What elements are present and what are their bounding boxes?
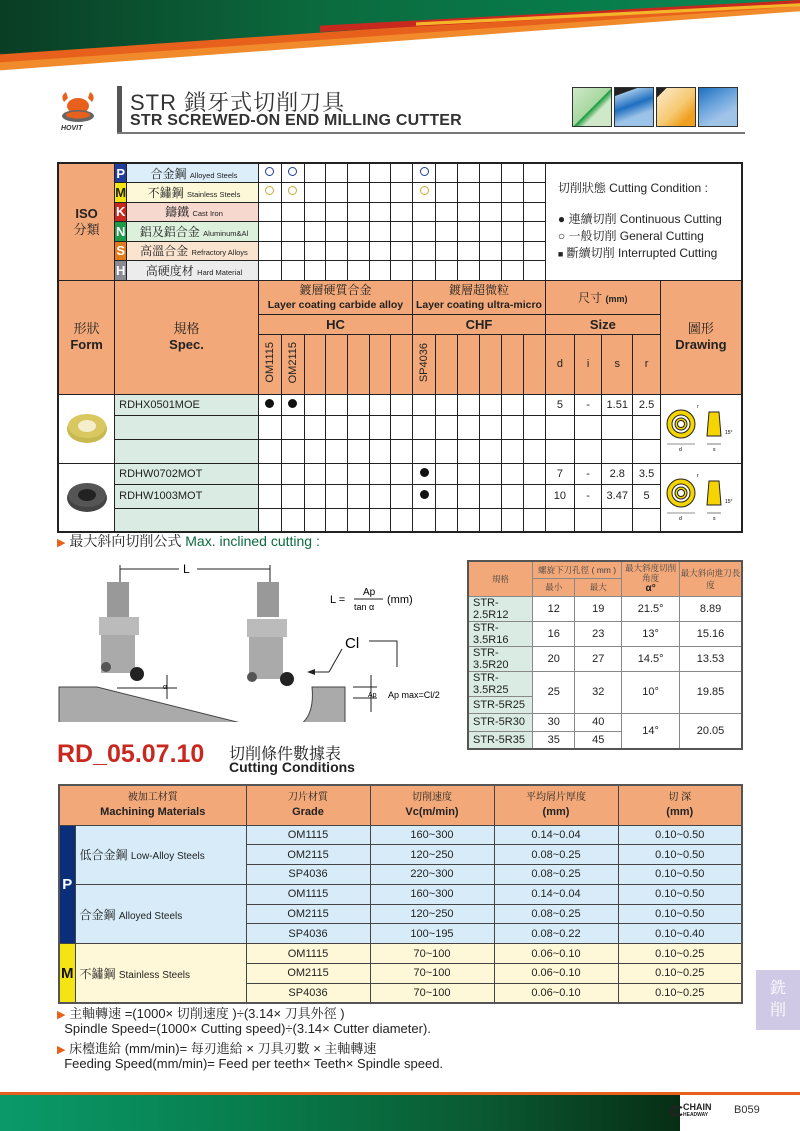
chip-thickness: 0.08~0.22 xyxy=(494,924,618,944)
dim-r xyxy=(633,415,661,439)
grade: SP4036 xyxy=(246,924,370,944)
cutting-speed: 220~300 xyxy=(370,865,494,885)
form-header: 形狀 Form xyxy=(58,280,115,394)
end-mill-cutter-icon xyxy=(247,582,294,686)
column-header: 被加工材質 Machining Materials xyxy=(59,785,246,825)
svg-text:d: d xyxy=(678,447,682,453)
dim-d: 10 xyxy=(545,484,574,508)
spec-cell xyxy=(115,415,259,439)
size-header-zh: 尺寸 (mm) xyxy=(545,280,660,314)
table-row: STR-3.5R16 16 23 13° 15.16 xyxy=(468,621,742,646)
table-row: STR-3.5R20 20 27 14.5° 13.53 xyxy=(468,646,742,671)
dim-i xyxy=(574,439,601,463)
chain-headway-logo-icon xyxy=(668,1105,684,1117)
material-name: 不鏽鋼 Stainless Steels xyxy=(75,944,246,1003)
chip-thickness: 0.06~0.10 xyxy=(494,964,618,984)
svg-text:Ap: Ap xyxy=(368,692,377,699)
cutting-depth: 0.10~0.50 xyxy=(618,884,742,904)
cutting-code: RD_05.07.10 xyxy=(57,740,205,768)
title-accent-bar xyxy=(117,86,122,132)
cutting-depth: 0.10~0.25 xyxy=(618,983,742,1003)
section-tab-milling[interactable]: 銑 削 xyxy=(756,970,800,1030)
grade: OM1115 xyxy=(246,944,370,964)
grade-column-header xyxy=(348,334,370,394)
grade: SP4036 xyxy=(246,865,370,885)
iso-material: 不鏽鋼 Stainless Steels xyxy=(127,183,259,203)
bullet-arrow-icon: ▶ xyxy=(57,1009,66,1021)
cutting-title-zh: 切削條件數據表 xyxy=(229,746,342,763)
cutting-depth: 0.10~0.25 xyxy=(618,964,742,984)
dim-header-s: s xyxy=(602,334,633,394)
dim-i xyxy=(574,415,601,439)
cutting-speed: 70~100 xyxy=(370,944,494,964)
cutting-speed: 120~250 xyxy=(370,845,494,865)
dim-i: - xyxy=(574,484,601,508)
chip-thickness: 0.08~0.25 xyxy=(494,865,618,885)
hc-code: HC xyxy=(258,314,412,334)
grade: OM1115 xyxy=(246,884,370,904)
spec-cell xyxy=(115,508,259,532)
svg-text:r: r xyxy=(696,472,699,479)
page-number: B059 xyxy=(734,1104,760,1116)
cutting-speed: 160~300 xyxy=(370,884,494,904)
dim-s xyxy=(602,439,633,463)
table-row xyxy=(58,394,742,415)
drawing-header: 圖形 Drawing xyxy=(660,280,742,394)
svg-text:HOVIT: HOVIT xyxy=(61,125,83,132)
profile-milling-icon xyxy=(614,87,654,127)
end-mill-cutter-icon xyxy=(99,582,144,681)
legend-item: ○ 一般切削 General Cutting xyxy=(557,229,704,244)
grade-column-header: SP4036 xyxy=(413,334,436,394)
table-row xyxy=(59,884,742,904)
brand-name: CHAIN HEADWAY xyxy=(683,1102,712,1118)
dim-i xyxy=(574,508,601,532)
cutting-speed: 70~100 xyxy=(370,964,494,984)
cutting-speed: 70~100 xyxy=(370,983,494,1003)
table-row xyxy=(58,439,742,463)
grade-column-header xyxy=(436,334,458,394)
continuous-cutting-mark-icon xyxy=(420,468,429,477)
dim-header-d: d xyxy=(545,334,574,394)
svg-text:r: r xyxy=(696,404,699,410)
svg-text:tan α: tan α xyxy=(354,602,375,612)
inclined-cutting-table: 規格 螺旋下刀孔徑 ( mm ) 最大斜度切削角度 α° 最大斜向進刀長度 最小 最大 STR-2.5R12 12 19 21.5° 8.89 STR-3.5R16 16 23 13° 15.16 STR-3.5R20 20 27 14.5° 13.53 STR-3.5R25 25 32 10° 19.85 STR-5R25 STR-5R30 30 40 14° 20.05 STR-5R35 35 45 xyxy=(467,560,743,750)
table-row xyxy=(59,825,742,845)
chf-code: CHF xyxy=(413,314,546,334)
table-row: STR-5R25 xyxy=(468,696,742,714)
table-row xyxy=(58,484,742,508)
insert-image xyxy=(58,394,115,463)
grade-column-header: OM1115 xyxy=(258,334,281,394)
dim-r: 3.5 xyxy=(633,463,661,484)
svg-text:Cl: Cl xyxy=(345,635,360,652)
column-header: 平均屑片厚度 (mm) xyxy=(494,785,618,825)
spec-cell: RDHX0501MOE xyxy=(115,394,259,415)
svg-text:Ap: Ap xyxy=(363,587,376,598)
table-row: STR-5R35 35 45 xyxy=(468,731,742,749)
shoulder-milling-icon xyxy=(572,87,612,127)
column-header: 切削速度 Vc(m/min) xyxy=(370,785,494,825)
continuous-cutting-mark-icon xyxy=(420,490,429,499)
size-header-en: Size xyxy=(545,314,660,334)
grade-column-header xyxy=(369,334,391,394)
general-cutting-mark-icon xyxy=(420,186,429,195)
cutting-depth: 0.10~0.25 xyxy=(618,944,742,964)
table-row: STR-5R30 30 40 14° 20.05 xyxy=(468,714,742,732)
grade: OM2115 xyxy=(246,904,370,924)
page-title-en: STR SCREWED-ON END MILLING CUTTER xyxy=(130,112,462,129)
table-header-row xyxy=(59,785,742,825)
iso-letter-K: K xyxy=(115,202,127,222)
table-row xyxy=(59,944,742,964)
table-row: STR-2.5R12 12 19 21.5° 8.89 xyxy=(468,596,742,621)
chf-header: 鍍層超微粒 Layer coating ultra-micro xyxy=(413,280,546,314)
iso-letter-M: M xyxy=(115,183,127,203)
chip-thickness: 0.14~0.04 xyxy=(494,884,618,904)
grade-column-header xyxy=(479,334,501,394)
iso-letter-H: H xyxy=(115,261,127,281)
material-name: 低合金鋼 Low-Alloy Steels xyxy=(75,825,246,884)
bullet-arrow-icon: ▶ xyxy=(57,1044,66,1056)
cutting-speed: 120~250 xyxy=(370,904,494,924)
svg-text:L =: L = xyxy=(330,594,346,606)
general-cutting-mark-icon xyxy=(265,186,274,195)
chip-thickness: 0.14~0.04 xyxy=(494,825,618,845)
grade-column-header xyxy=(523,334,545,394)
svg-text:(mm): (mm) xyxy=(387,594,413,606)
iso-letter-P: P xyxy=(115,163,127,183)
title-divider xyxy=(117,132,745,134)
product-table xyxy=(57,162,743,533)
page-title-zh: STR 鎖牙式切削刀具 xyxy=(130,90,346,115)
inclined-cutting-diagram xyxy=(57,557,465,722)
svg-text:Ap max=Cl/2: Ap max=Cl/2 xyxy=(388,690,440,700)
chip-thickness: 0.08~0.25 xyxy=(494,845,618,865)
column-header: 切 深 (mm) xyxy=(618,785,742,825)
dim-s: 3.47 xyxy=(602,484,633,508)
cutting-depth: 0.10~0.50 xyxy=(618,845,742,865)
general-cutting-mark-icon xyxy=(288,167,297,176)
dim-s: 1.51 xyxy=(602,394,633,415)
svg-text:s: s xyxy=(712,515,716,522)
slot-milling-icon xyxy=(656,87,696,127)
dim-d xyxy=(545,508,574,532)
spindle-speed-note: ▶ 主軸轉速 =(1000× 切削速度 )÷(3.14× 刀具外徑 ) Spindle Speed=(1000× Cutting speed)÷(3.14× Cutter diameter). xyxy=(57,1006,431,1036)
continuous-cutting-mark-icon xyxy=(288,399,297,408)
inclined-cutting-heading: ▶ 最大斜向切削公式 Max. inclined cutting : xyxy=(57,533,320,549)
dim-d: 7 xyxy=(545,463,574,484)
legend-item: ● 連續切削 Continuous Cutting xyxy=(557,212,722,227)
general-cutting-mark-icon xyxy=(265,167,274,176)
spec-cell: RDHW0702MOT xyxy=(115,463,259,484)
grade-column-header xyxy=(458,334,480,394)
svg-text:s: s xyxy=(712,447,716,453)
svg-text:15°: 15° xyxy=(724,430,733,436)
cutting-condition-legend: 切削狀態 Cutting Condition : ● 連續切削 Continuous Cutting ○ 一般切削 General Cutting ■ 斷續切削 Interrupted Cutting xyxy=(545,163,742,280)
spec-cell: RDHW1003MOT xyxy=(115,484,259,508)
dim-r xyxy=(633,508,661,532)
chip-thickness: 0.08~0.25 xyxy=(494,904,618,924)
chip-thickness: 0.06~0.10 xyxy=(494,944,618,964)
page-footer xyxy=(0,1092,800,1131)
insert-image xyxy=(58,463,115,532)
formula-notes xyxy=(57,1007,443,1071)
column-header: 刀片材質 Grade xyxy=(246,785,370,825)
dim-s: 2.8 xyxy=(602,463,633,484)
grade-column-header xyxy=(391,334,413,394)
iso-row-p xyxy=(58,163,742,183)
legend-item: ■ 斷續切削 Interrupted Cutting xyxy=(557,246,718,261)
grade-column-header xyxy=(501,334,523,394)
iso-group-M: M xyxy=(59,944,75,1003)
hc-header: 鍍層硬質合金 Layer coating carbide alloy xyxy=(258,280,412,314)
grade-column-header: OM2115 xyxy=(281,334,304,394)
cutting-depth: 0.10~0.50 xyxy=(618,904,742,924)
iso-material: 鑄鐵 Cast Iron xyxy=(127,202,259,222)
iso-material: 合金鋼 Alloyed Steels xyxy=(127,163,259,183)
general-cutting-mark-icon xyxy=(420,167,429,176)
cutting-title-en: Cutting Conditions xyxy=(229,759,355,775)
svg-text:L: L xyxy=(183,562,190,576)
cutting-speed: 100~195 xyxy=(370,924,494,944)
dim-s xyxy=(602,508,633,532)
dim-d: 5 xyxy=(545,394,574,415)
svg-text:15°: 15° xyxy=(724,498,733,505)
cutting-depth: 0.10~0.50 xyxy=(618,865,742,885)
dim-r: 2.5 xyxy=(633,394,661,415)
table-row xyxy=(58,463,742,484)
grade: OM2115 xyxy=(246,964,370,984)
iso-label: ISO 分類 xyxy=(58,163,115,280)
general-cutting-mark-icon xyxy=(288,186,297,195)
spec-cell xyxy=(115,439,259,463)
continuous-cutting-mark-icon xyxy=(265,399,274,408)
cutting-depth: 0.10~0.40 xyxy=(618,924,742,944)
dim-header-i: i xyxy=(574,334,601,394)
dim-d xyxy=(545,415,574,439)
top-banner xyxy=(0,0,800,80)
chip-thickness: 0.06~0.10 xyxy=(494,983,618,1003)
insert-drawing xyxy=(660,463,742,532)
cutting-depth: 0.10~0.50 xyxy=(618,825,742,845)
ramping-icon xyxy=(698,87,738,127)
iso-material: 高硬度材 Hard Material xyxy=(127,261,259,281)
dim-r: 5 xyxy=(633,484,661,508)
grade-column-header xyxy=(304,334,326,394)
spec-header: 規格 Spec. xyxy=(115,280,259,394)
iso-letter-S: S xyxy=(115,241,127,261)
dim-i: - xyxy=(574,463,601,484)
iso-group-P: P xyxy=(59,825,75,944)
grade: OM1115 xyxy=(246,825,370,845)
dim-r xyxy=(633,439,661,463)
table-row xyxy=(58,508,742,532)
hovit-logo-icon xyxy=(58,88,98,132)
grade: SP4036 xyxy=(246,983,370,1003)
svg-text:d: d xyxy=(678,515,682,522)
bullet-arrow-icon: ▶ xyxy=(57,537,66,549)
cutting-speed: 160~300 xyxy=(370,825,494,845)
dim-i: - xyxy=(574,394,601,415)
grade: OM2115 xyxy=(246,845,370,865)
iso-letter-N: N xyxy=(115,222,127,242)
material-name: 合金鋼 Alloyed Steels xyxy=(75,884,246,943)
table-row: STR-3.5R25 25 32 10° 19.85 xyxy=(468,671,742,696)
feed-speed-note: ▶ 床檯進給 (mm/min)= 每刃進給 × 刀具刃數 × 主軸轉速 Feeding Speed(mm/min)= Feed per teeth× Teeth× Spindle speed. xyxy=(57,1041,444,1071)
insert-drawing xyxy=(660,394,742,463)
cutting-conditions-table xyxy=(58,784,743,1004)
machining-mode-icons xyxy=(572,87,738,127)
iso-material: 鋁及鋁合金 Aluminum&Al xyxy=(127,222,259,242)
dim-d xyxy=(545,439,574,463)
dim-s xyxy=(602,415,633,439)
svg-text:α: α xyxy=(163,684,168,691)
iso-material: 高溫合金 Refractory Alloys xyxy=(127,241,259,261)
table-row xyxy=(58,415,742,439)
dim-header-r: r xyxy=(633,334,661,394)
grade-column-header xyxy=(326,334,348,394)
